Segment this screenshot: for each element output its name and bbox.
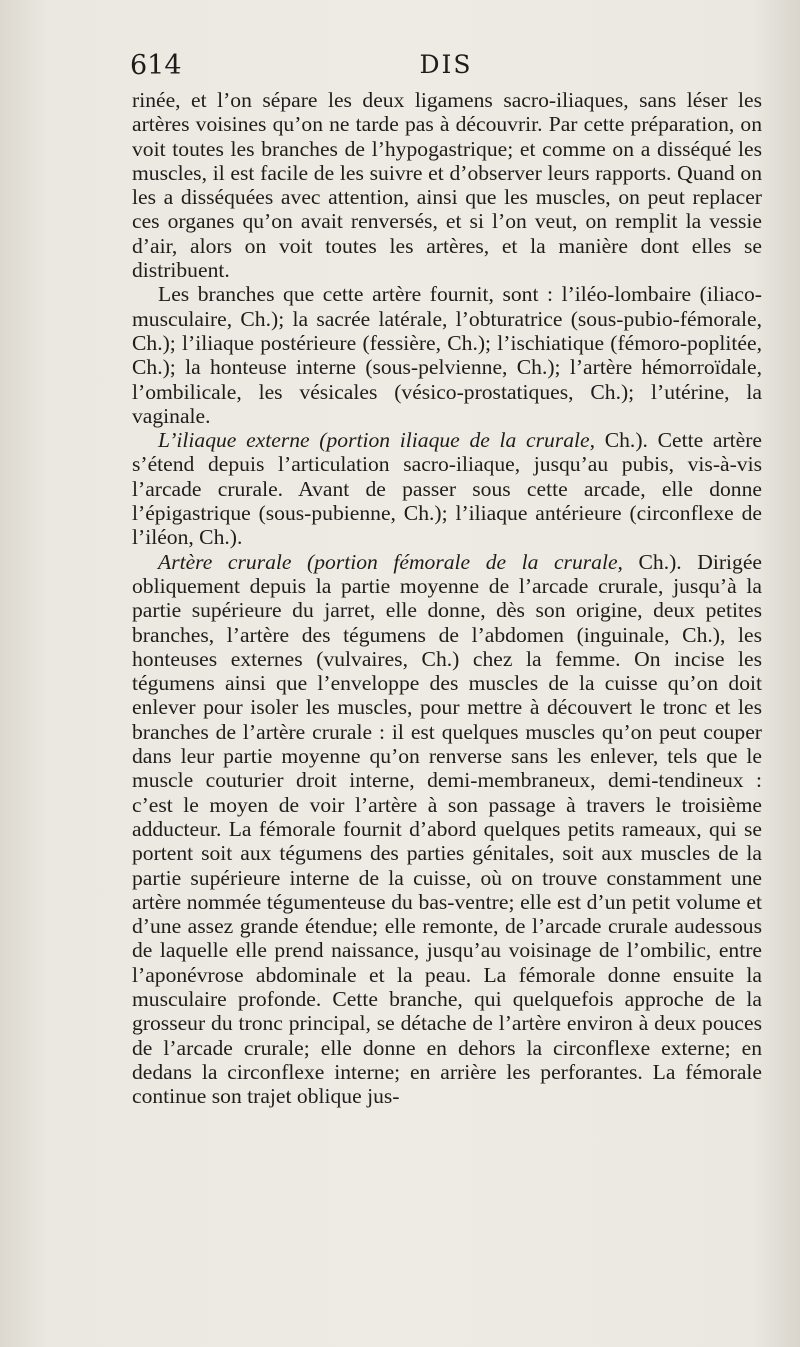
paragraph-iliaque-externe (132, 428, 762, 549)
paragraph-continuation: rinée, et l’on sépare les deux ligamens sacro-iliaques, sans léser les artères voisines qu’on ne tarde pas à découvrir. Par cette préparation, on voit toutes les branches de l’hypogastrique; et comme on a disséqué les muscles, il est facile de les suivre et d’observer leurs rapports. Quand on les a disséquées avec attention, ainsi que les muscles, on peut replacer ces organes qu’on avait renversés, et si l’on veut, on remplit la vessie d’air, alors on voit toutes les artères, et la manière dont elles se distribuent. (132, 88, 762, 283)
paragraph-branches: Les branches que cette artère fournit, sont : l’iléo-lombaire (iliaco-musculaire, Ch.); la sacrée latérale, l’obturatrice (sous-pubio-fémorale, Ch.); l’iliaque postérieure (fessière, Ch.); l’ischiatique (fémoro-poplitée, Ch.); la honteuse interne (sous-pelvienne, Ch.); l’artère hémorroïdale, l’ombilicale, les vésicales (vésico-prostatiques, Ch.); l’utérine, la vaginale. (132, 282, 762, 428)
paragraph-text: Ch.). Dirigée obliquement depuis la partie moyenne de l’arcade crurale, jusqu’à la partie supérieure du jarret, elle donne, dès son origine, deux petites branches, l’artère des tégumens de l’abdomen (inguinale, Ch.), les honteuses externes (vulvaires, Ch.) chez la femme. On incise les tégumens ainsi que l’enveloppe des muscles de la cuisse qu’on doit enlever pour isoler les muscles, pour mettre à découvert le tronc et les branches de l’artère crurale : il est quelques muscles qu’on peut couper dans leur partie moyenne qu’on renverse sans les enlever, tels que le muscle couturier droit interne, demi-membraneux, demi-tendineux : c’est le moyen de voir l’artère à son passage à travers le troisième adducteur. La fémorale fournit d’abord quelques petits rameaux, qui se portent soit aux tégumens des parties génitales, soit aux muscles de la partie supérieure interne de la cuisse, où on trouve constamment une artère nommée tégumenteuse du bas-ventre; elle est d’un petit volume et d’une assez grande étendue; elle remonte, de l’arcade crurale audessous de laquelle elle prend naissance, jusqu’au voisinage de l’ombilic, entre l’aponévrose abdominale et la peau. La fémorale donne ensuite la musculaire profonde. Cette branche, qui quelquefois approche de la grosseur du tronc principal, se détache de l’artère environ à deux pouces de l’arcade crurale; elle donne en dehors la circonflexe externe; en dedans la circonflexe interne; en arrière les perforantes. La fémorale continue son trajet oblique jus- (132, 549, 762, 1109)
body-text (132, 88, 762, 1108)
section-heading-artere-crurale: Artère crurale (portion fémorale de la crurale, (158, 549, 623, 574)
page-number: 614 (130, 50, 182, 81)
running-head: DIS (419, 50, 473, 79)
page-header (130, 50, 762, 90)
paragraph-text: Ch.). Cette artère s’étend depuis l’articulation sacro-iliaque, jusqu’au pubis, vis-à-vis l’arcade crurale. Avant de passer sous cette arcade, elle donne l’épigastrique (sous-pubienne, Ch.); l’iliaque antérieure (circonflexe de l’iléon, Ch.). (132, 428, 763, 550)
paragraph-artere-crurale (132, 550, 762, 1109)
section-heading-iliaque-externe: L’iliaque externe (portion iliaque de la crurale, (158, 428, 596, 453)
